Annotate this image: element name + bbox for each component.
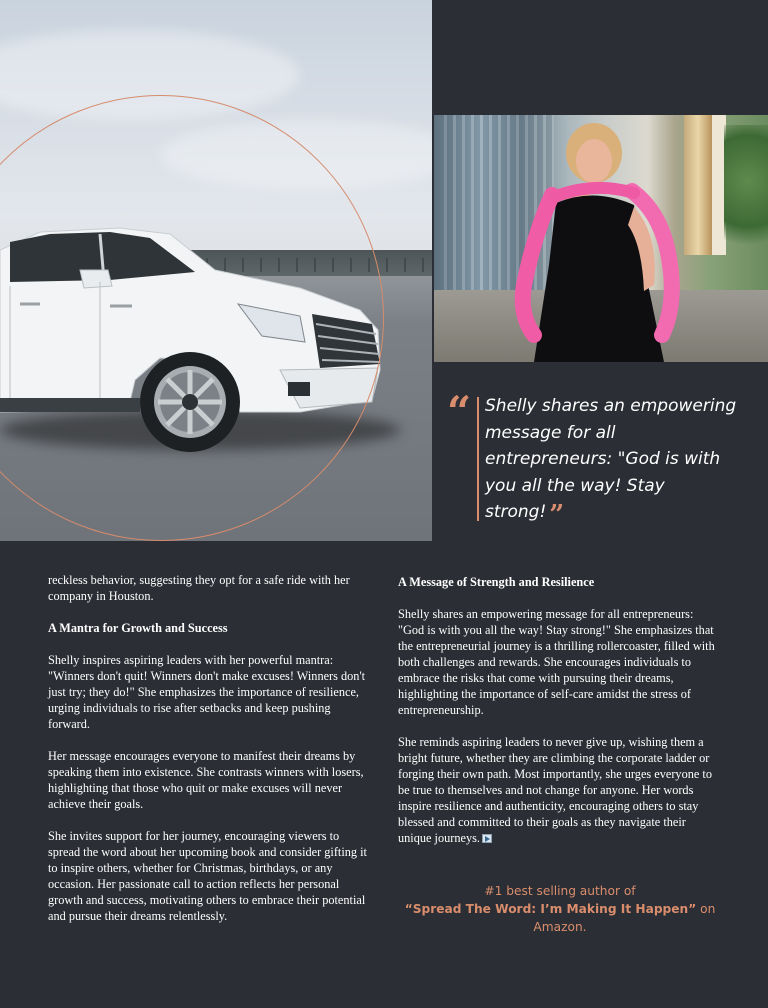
left-column: [48, 572, 370, 940]
right-column: [398, 574, 720, 862]
car-photo: [0, 0, 432, 541]
author-book-line: [390, 900, 730, 936]
paragraph-final: [398, 734, 720, 846]
section-heading: A Message of Strength and Resilience: [398, 575, 595, 589]
paragraph: Her message encourages everyone to manifest their dreams by speaking them into existence. She contrasts winners with losers, highlighting that those who quit or make excuses will never achieve their goals.: [48, 749, 364, 811]
portrait-photo: [434, 115, 768, 362]
paragraph: reckless behavior, suggesting they opt for a safe ride with her company in Houston.: [48, 573, 350, 603]
woman-illustration: [494, 115, 694, 362]
quote-body: Shelly shares an empowering message for all entrepreneurs: "God is with you all the way! Stay strong!: [485, 396, 737, 522]
section-heading: A Mantra for Growth and Success: [48, 621, 228, 635]
paragraph: She invites support for her journey, encouraging viewers to spread the word about her upcoming book and consider gifting it to inspire others, whether for Christmas, birthdays, or any occasion. Her passionate call to action reflects her personal growth and success, motivating others to embrace their potential and pursue their dreams relentlessly.: [48, 829, 367, 923]
paragraph-text: She reminds aspiring leaders to never give up, wishing them a bright future, whether they are climbing the corporate ladder or forging their own path. Most importantly, she urges everyone to be true to themselves and not change for anyone. Her words inspire resilience and authenticity, encouraging others to stay blessed and committed to their goals as they navigate their unique journeys.: [398, 735, 712, 845]
book-suffix: on Amazon.: [533, 902, 716, 934]
open-quote-mark: “: [447, 387, 472, 436]
quote-bar: [477, 397, 479, 521]
quote-text: [485, 393, 747, 529]
book-title: “Spread The Word: I’m Making It Happen”: [404, 902, 697, 916]
article-end-icon: [482, 834, 492, 843]
paragraph: Shelly inspires aspiring leaders with her powerful mantra: "Winners don't quit! Winners don't make excuses! Winners don't just try; they do!" She emphasizes the importance of resilience, urging individuals to rise after setbacks and keep pushing forward.: [48, 653, 366, 731]
author-line: #1 best selling author of: [484, 884, 636, 898]
close-quote-mark: ”: [549, 500, 565, 530]
paragraph: Shelly shares an empowering message for all entrepreneurs: "God is with you all the way! Stay strong!" She emphasizes that the entrepreneurial journey is a thrilling rollercoaster, filled with both challenges and rewards. She encourages individuals to embrace the risks that come with pursuing their dreams, highlighting the importance of self-care amidst the stress of entrepreneurship.: [398, 607, 715, 717]
author-credit: [390, 882, 730, 936]
